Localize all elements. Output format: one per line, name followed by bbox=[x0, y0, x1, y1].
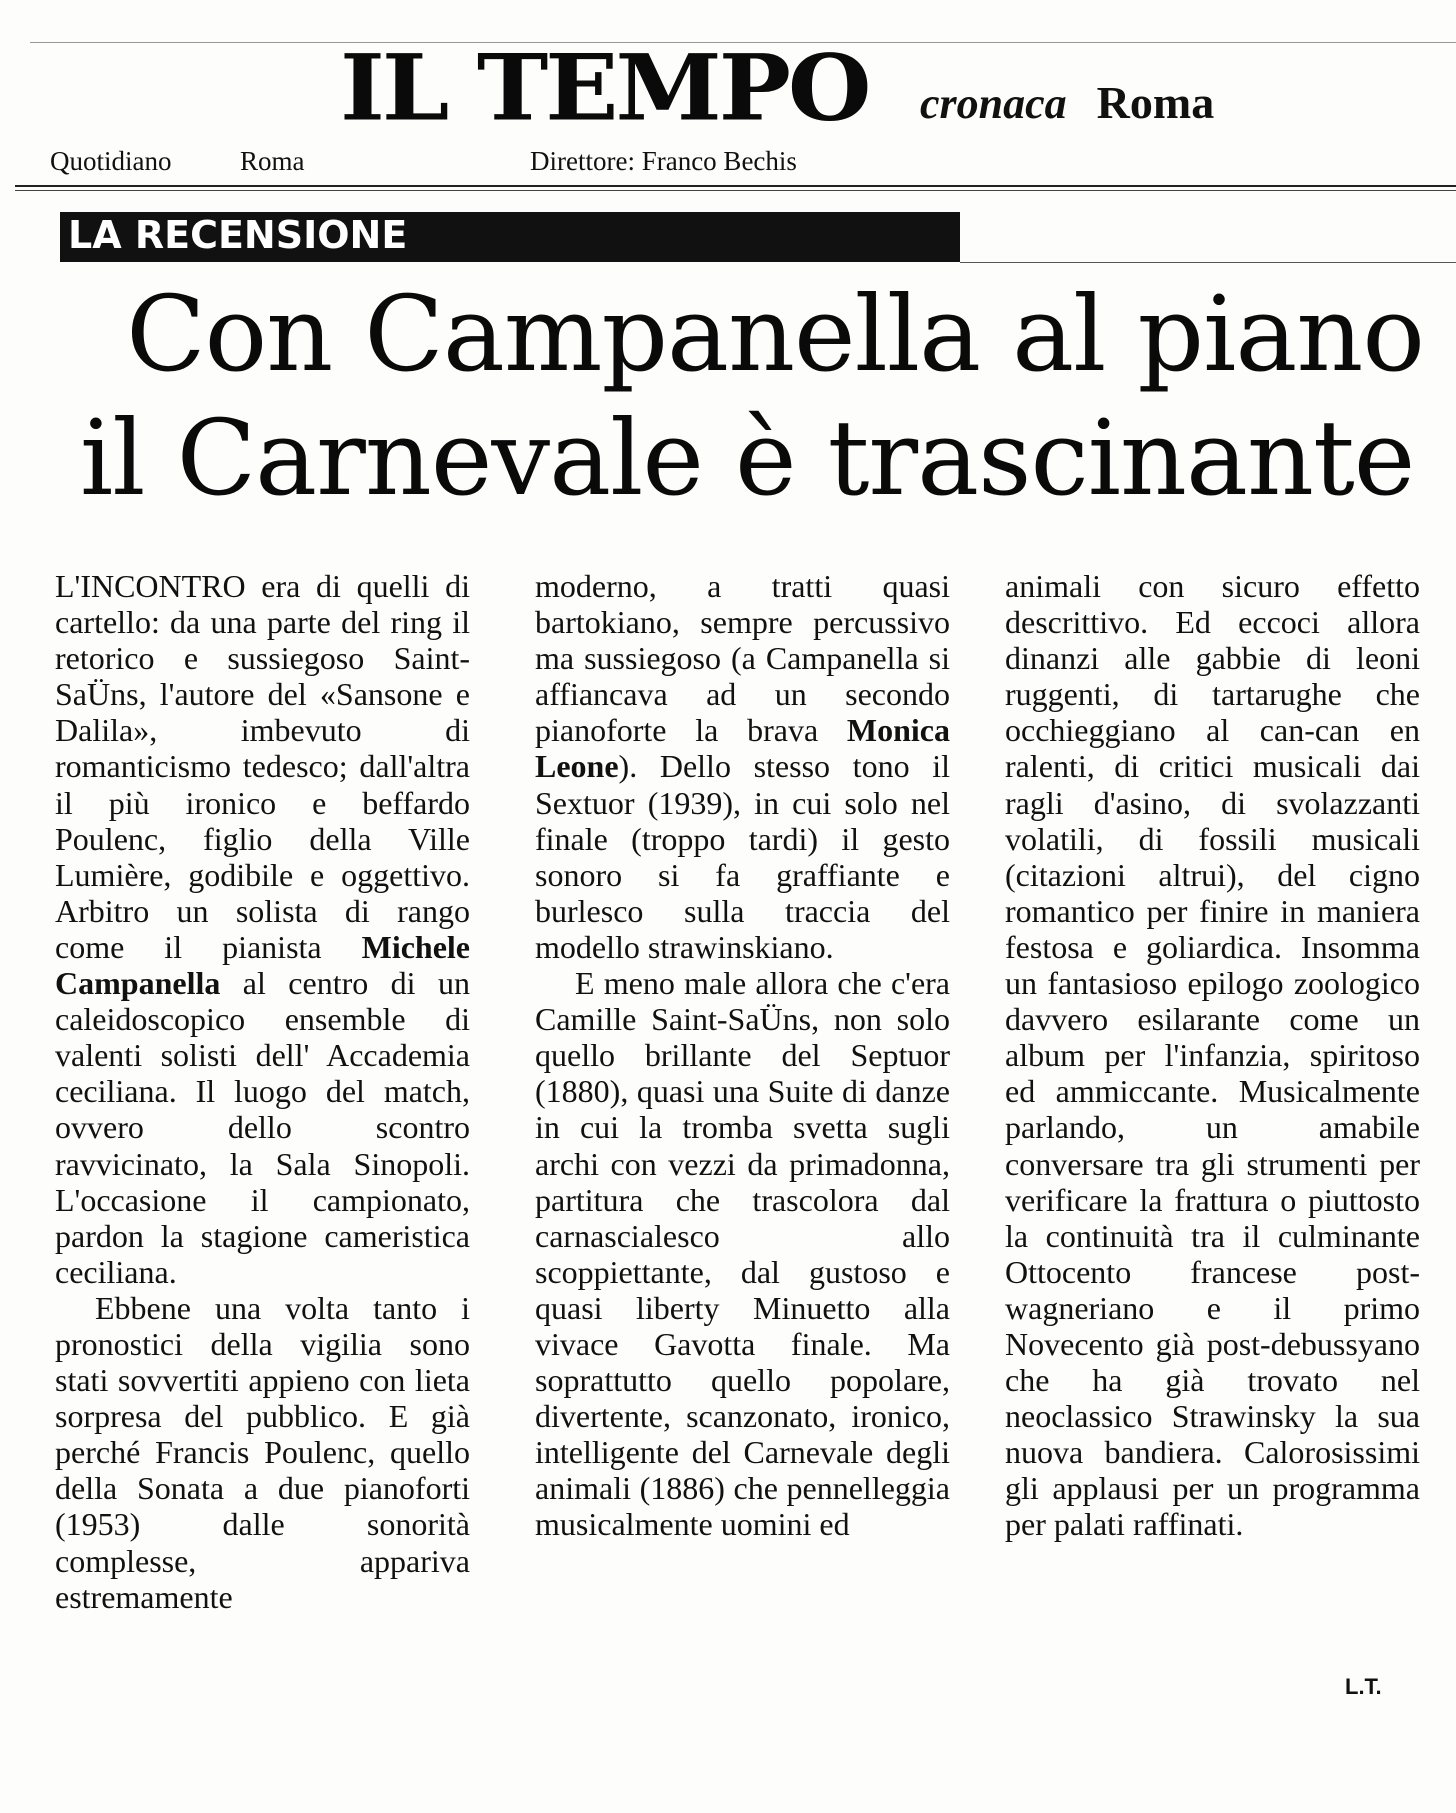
headline bbox=[70, 272, 1440, 520]
text-run: al centro di un caleidoscopico ensemble di valenti solisti dell' Accademia ceciliana. Il luogo del match, ovvero dello scontro ravvicinato, la Sala Sinopoli. L'occasione il campionato, pardon la stagione cameristica ceciliana. bbox=[55, 965, 470, 1290]
paragraph: animali con sicuro effetto descrittivo. Ed eccoci allora dinanzi alle gabbie di leoni ruggenti, di tartarughe che occhieggiano al can-can en ralenti, di critici musicali dai ragli d'asino, di svolazzanti volatili, di fossili musicali (citazioni altrui), del cigno romantico per finire in maniera festosa e goliardica. Insomma un fantasioso epilogo zoologico davvero esilarante come un album per l'infanzia, spiritoso ed ammiccante. Musicalmente parlando, un amabile conversare tra gli strumenti per verificare la frattura o piuttosto la continuità tra il culminante Ottocento francese post-wagneriano e il primo Novecento già post-debussyano che ha già trovato nel neoclassico Strawinsky la sua nuova bandiera. Calorosissimi gli applausi per un programma per palati raffinati. bbox=[1005, 568, 1420, 1543]
paragraph bbox=[535, 568, 950, 965]
bold-name: Michele Campanella bbox=[55, 928, 470, 1002]
section-city: Roma bbox=[1096, 77, 1215, 128]
paragraph bbox=[55, 568, 470, 1290]
masthead-title: IL TEMPO bbox=[340, 33, 869, 142]
paragraph: Ebbene una volta tanto i pronostici della vigilia sono stati sovvertiti appieno con lieta sorpresa del pubblico. E già perché Francis Poulenc, quello della Sonata a due pianoforti (1953) dalle sonorità complesse, appariva estremamente bbox=[55, 1289, 470, 1615]
kicker-rule bbox=[960, 262, 1456, 263]
bold-name: Monica Leone bbox=[535, 712, 950, 785]
daily-label: Quotidiano bbox=[50, 146, 172, 176]
director-line: Direttore: Franco Bechis bbox=[530, 146, 797, 176]
author-signature: L.T. bbox=[1345, 1674, 1382, 1699]
text-run: L'INCONTRO era di quelli di cartello: da una parte del ring il retorico e sussiegoso Saint-SaÜns, l'autore del «Sansone e Dalila», imbevuto di romanticismo tedesco; dall'altra il più ironico e beffardo Poulenc, figlio della Ville Lumière, godibile e oggettivo. Arbitro un solista di rango come il pianista bbox=[55, 568, 470, 965]
daily-city: Roma bbox=[240, 146, 305, 176]
article-column-3 bbox=[1005, 568, 1420, 1543]
section-name: cronaca bbox=[920, 79, 1067, 128]
header-rule bbox=[15, 185, 1456, 187]
article-column-2 bbox=[535, 568, 950, 1543]
text-run: ). Dello stesso tono il Sextuor (1939), in cui solo nel finale (troppo tardi) il gesto sonoro si fa graffiante e burlesco sulla traccia del modello strawinskiano. bbox=[535, 748, 950, 965]
kicker: LA RECENSIONE bbox=[68, 213, 408, 257]
article-column-1 bbox=[55, 568, 470, 1615]
section-label bbox=[920, 77, 1215, 128]
headline-line-2: il Carnevale è trascinante bbox=[80, 397, 1415, 519]
text-run: moderno, a tratti quasi bartokiano, sempre percussivo ma sussiegoso (a Campanella si affiancava ad un secondo pianoforte la brava bbox=[535, 568, 950, 749]
paragraph: E meno male allora che c'era Camille Saint-SaÜns, non solo quello brillante del Septuor (1880), quasi una Suite di danze in cui la tromba svetta sugli archi con vezzi da primadonna, partitura che trascolora dal carnascialesco allo scoppiettante, dal gustoso e quasi liberty Minuetto alla vivace Gavotta finale. Ma soprattutto quello popolare, divertente, scanzonato, ironico, intelligente del Carnevale degli animali (1886) che pennelleggia musicalmente uomini ed bbox=[535, 965, 950, 1543]
header-rule-thin bbox=[15, 190, 1456, 191]
headline-line-1: Con Campanella al piano bbox=[126, 273, 1424, 395]
